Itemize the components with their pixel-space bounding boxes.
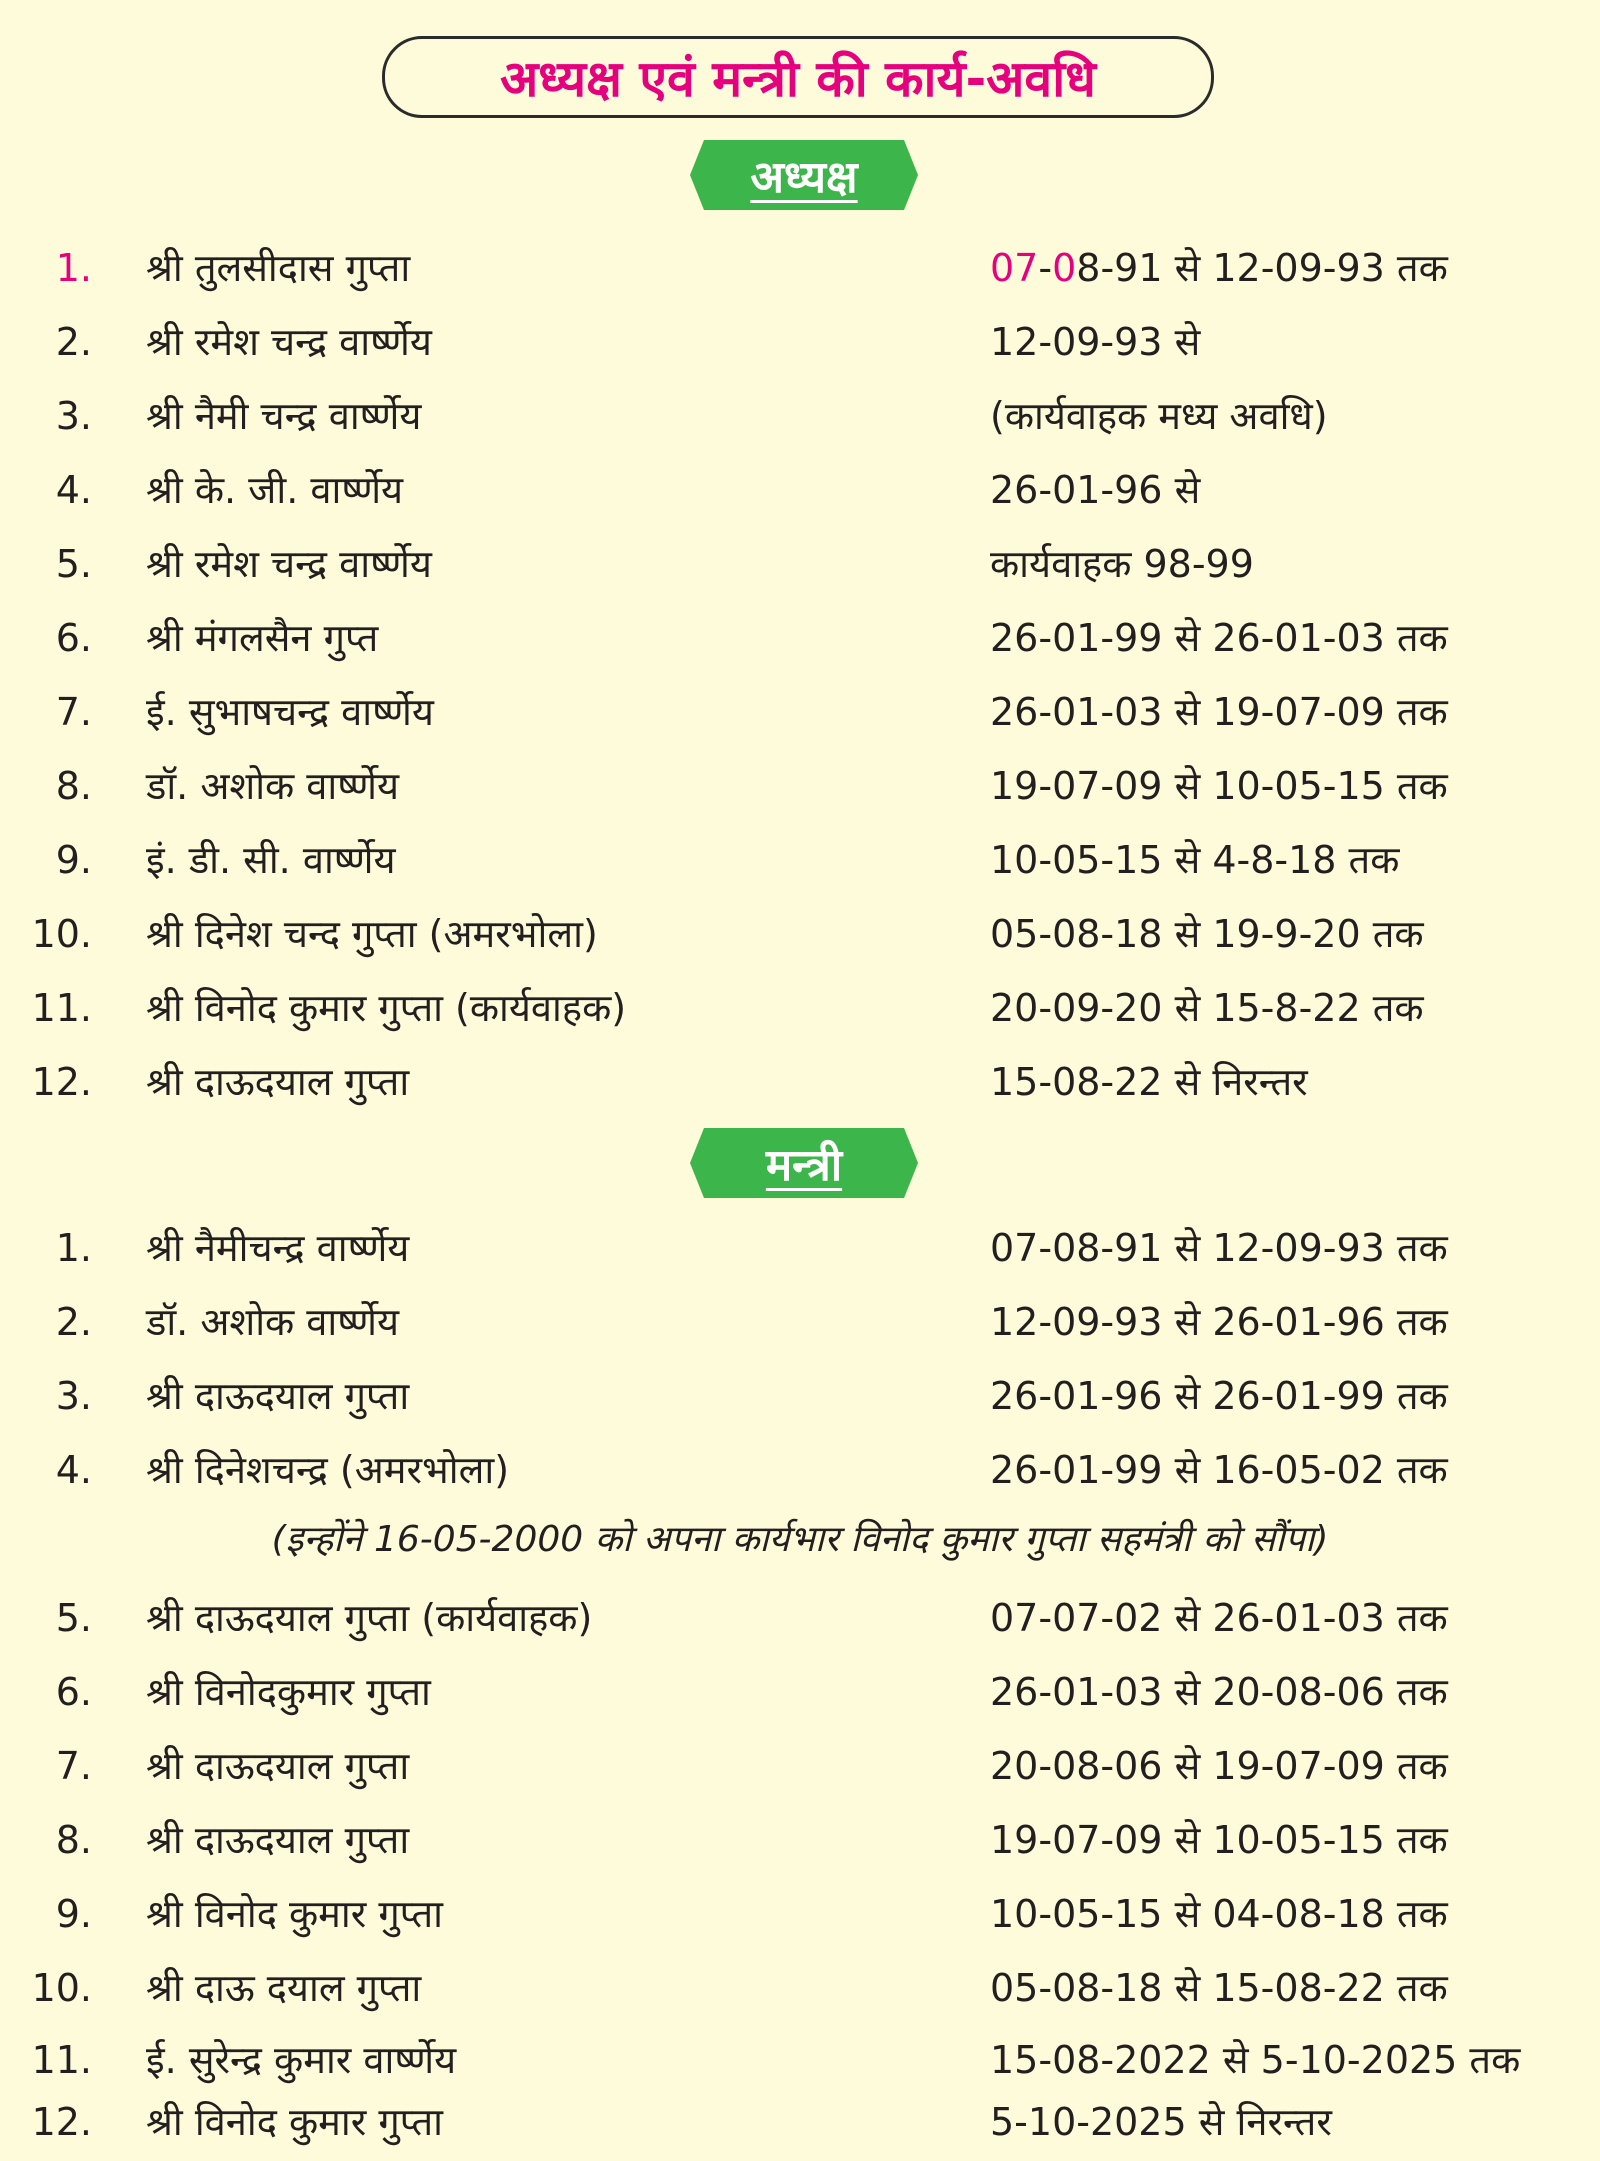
row-number: 3. [55, 394, 92, 438]
list-item [0, 904, 1600, 964]
row-name: श्री नैमीचन्द्र वार्ष्णेय [146, 1226, 410, 1270]
row-name: श्री दिनेश चन्द गुप्ता (अमरभोला) [146, 912, 598, 956]
list-item [0, 1588, 1600, 1648]
period-part: 07 [990, 246, 1039, 290]
list-item [0, 1884, 1600, 1944]
row-number: 6. [55, 1670, 92, 1714]
list-item [0, 682, 1600, 742]
row-period: 12-09-93 से [990, 320, 1201, 364]
row-period: 20-08-06 से 19-07-09 तक [990, 1744, 1448, 1788]
list-item [0, 2030, 1600, 2090]
period-part: 8-91 से 12-09-93 तक [1076, 246, 1448, 290]
row-number: 1. [55, 246, 92, 290]
row-number: 5. [55, 1596, 92, 1640]
row-number: 8. [55, 764, 92, 808]
row-period: कार्यवाहक 98-99 [990, 542, 1254, 586]
list-item [0, 312, 1600, 372]
row-period: 19-07-09 से 10-05-15 तक [990, 764, 1448, 808]
list-item [0, 1366, 1600, 1426]
row-name: श्री विनोद कुमार गुप्ता [146, 1892, 443, 1936]
list-item [0, 2092, 1600, 2152]
section-heading-label: अध्यक्ष [750, 152, 858, 203]
row-name: श्री रमेश चन्द्र वार्ष्णेय [146, 320, 432, 364]
list-item [0, 386, 1600, 446]
list-item [0, 460, 1600, 520]
list-item [0, 1052, 1600, 1112]
row-period: 26-01-96 से 26-01-99 तक [990, 1374, 1448, 1418]
row-name: ई. सुभाषचन्द्र वार्ष्णेय [146, 690, 434, 734]
row-period: 15-08-22 से निरन्तर [990, 1060, 1308, 1104]
row-number: 9. [55, 838, 92, 882]
row-period: 07-07-02 से 26-01-03 तक [990, 1596, 1448, 1640]
row-name: श्री दाऊ दयाल गुप्ता [146, 1966, 422, 2010]
row-name: इं. डी. सी. वार्ष्णेय [146, 838, 396, 882]
list-item [0, 978, 1600, 1038]
list-item [0, 238, 1600, 298]
row-number: 1. [55, 1226, 92, 1270]
row-period: (कार्यवाहक मध्य अवधि) [990, 394, 1328, 438]
list-item [0, 1440, 1600, 1500]
row-name: श्री विनोद कुमार गुप्ता (कार्यवाहक) [146, 986, 627, 1030]
list-item [0, 1736, 1600, 1796]
row-period: 5-10-2025 से निरन्तर [990, 2100, 1332, 2144]
row-period: 26-01-03 से 20-08-06 तक [990, 1670, 1448, 1714]
row-period: 07-08-91 से 12-09-93 तक [990, 1226, 1448, 1270]
row-name: डॉ. अशोक वार्ष्णेय [146, 1300, 400, 1344]
section-heading-label: मन्त्री [765, 1140, 843, 1191]
row-number: 5. [55, 542, 92, 586]
row-period: 05-08-18 से 15-08-22 तक [990, 1966, 1448, 2010]
row-number: 11. [31, 986, 92, 1030]
row-number: 3. [55, 1374, 92, 1418]
row-number: 4. [55, 1448, 92, 1492]
row-number: 7. [55, 690, 92, 734]
row-period: 26-01-03 से 19-07-09 तक [990, 690, 1448, 734]
row-number: 12. [31, 2100, 92, 2144]
list-item [0, 1958, 1600, 2018]
row-period: 26-01-99 से 16-05-02 तक [990, 1448, 1448, 1492]
row-number: 8. [55, 1818, 92, 1862]
list-item [0, 1292, 1600, 1352]
list-item [0, 534, 1600, 594]
row-period: 10-05-15 से 04-08-18 तक [990, 1892, 1448, 1936]
page-title: अध्यक्ष एवं मन्त्री की कार्य-अवधि [500, 50, 1096, 108]
row-period: 15-08-2022 से 5-10-2025 तक [990, 2038, 1521, 2082]
row-period: 20-09-20 से 15-8-22 तक [990, 986, 1424, 1030]
row-name: श्री नैमी चन्द्र वार्ष्णेय [146, 394, 422, 438]
page-title-box [382, 36, 1214, 118]
row-period [990, 238, 1448, 298]
list-item [0, 756, 1600, 816]
row-number: 4. [55, 468, 92, 512]
list-item [0, 1810, 1600, 1870]
row-number: 6. [55, 616, 92, 660]
row-name: श्री रमेश चन्द्र वार्ष्णेय [146, 542, 432, 586]
row-name: श्री दिनेशचन्द्र (अमरभोला) [146, 1448, 510, 1492]
row-name: श्री विनोद कुमार गुप्ता [146, 2100, 443, 2144]
list-item [0, 608, 1600, 668]
row-period: 26-01-96 से [990, 468, 1201, 512]
row-number: 10. [31, 1966, 92, 2010]
section-heading-adhyaksh [690, 140, 918, 210]
row-name: श्री दाऊदयाल गुप्ता [146, 1818, 410, 1862]
row-name: श्री दाऊदयाल गुप्ता [146, 1374, 410, 1418]
row-name: श्री विनोदकुमार गुप्ता [146, 1670, 431, 1714]
row-number: 9. [55, 1892, 92, 1936]
row-number: 2. [55, 320, 92, 364]
row-name: श्री मंगलसैन गुप्त [146, 616, 379, 660]
row-name: श्री दाऊदयाल गुप्ता [146, 1744, 410, 1788]
list-item [0, 830, 1600, 890]
period-part: - [1038, 246, 1053, 290]
list-item [0, 1218, 1600, 1278]
row-number: 12. [31, 1060, 92, 1104]
row-period: 05-08-18 से 19-9-20 तक [990, 912, 1424, 956]
row-name: श्री के. जी. वार्ष्णेय [146, 468, 404, 512]
note-text: (इन्होंने 16-05-2000 को अपना कार्यभार विनोद कुमार गुप्ता सहमंत्री को सौंपा) [271, 1519, 1329, 1560]
period-part: 0 [1052, 246, 1077, 290]
row-name: श्री दाऊदयाल गुप्ता (कार्यवाहक) [146, 1596, 593, 1640]
row-period: 10-05-15 से 4-8-18 तक [990, 838, 1400, 882]
row-name: श्री दाऊदयाल गुप्ता [146, 1060, 410, 1104]
row-number: 7. [55, 1744, 92, 1788]
row-number: 10. [31, 912, 92, 956]
row-number: 11. [31, 2038, 92, 2082]
section-heading-mantri [690, 1128, 918, 1198]
list-item [0, 1662, 1600, 1722]
row-name: डॉ. अशोक वार्ष्णेय [146, 764, 400, 808]
row-name: श्री तुलसीदास गुप्ता [146, 246, 411, 290]
row-number: 2. [55, 1300, 92, 1344]
row-period: 19-07-09 से 10-05-15 तक [990, 1818, 1448, 1862]
row-period: 26-01-99 से 26-01-03 तक [990, 616, 1448, 660]
row-name: ई. सुरेन्द्र कुमार वार्ष्णेय [146, 2038, 457, 2082]
row-period: 12-09-93 से 26-01-96 तक [990, 1300, 1448, 1344]
